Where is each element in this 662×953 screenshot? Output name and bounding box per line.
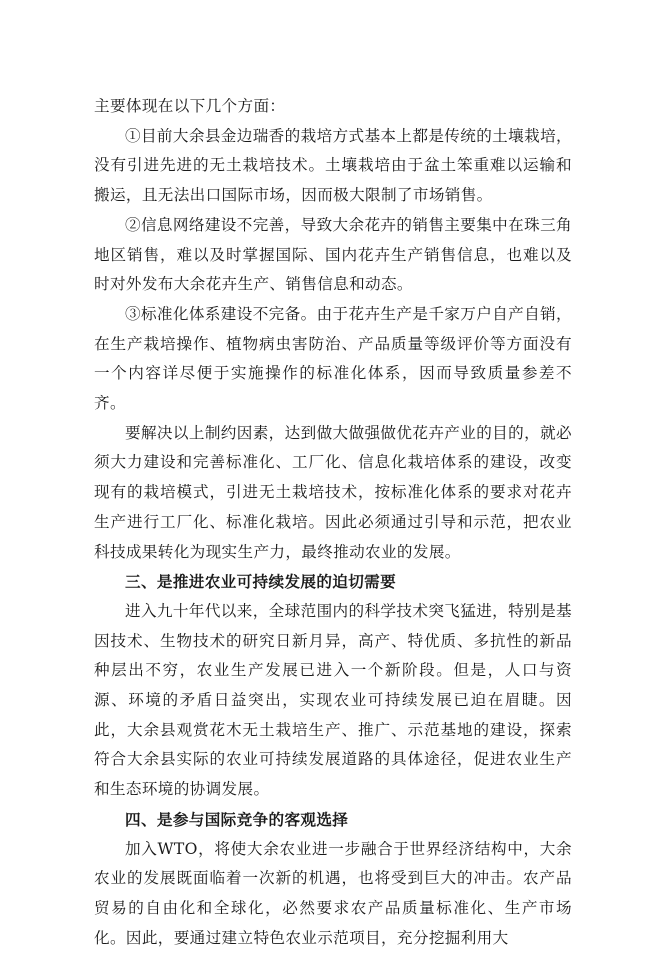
- point-1-paragraph: ①目前大余县金边瑞香的栽培方式基本上都是传统的土壤栽培，没有引进先进的无土栽培技术。土壤栽培由于盆土笨重难以运输和搬运，且无法出口国际市场，因而极大限制了市场销售。: [94, 126, 572, 205]
- section-4-heading: 四、是参与国际竞争的客观选择: [125, 809, 349, 829]
- section-3-paragraph: 进入九十年代以来，全球范围内的科学技术突飞猛进，特别是基因技术、生物技术的研究日新月异，高产、特优质、多抗性的新品种层出不穷，农业生产发展已进入一个新阶段。但是，人口与资源、环境的矛盾日益突出，实现农业可持续发展已迫在眉睫。因此，大余县观赏花木无土栽培生产、推广、示范基地的建设，探索符合大余县实际的农业可持续发展道路的具体途径，促进农业生产和生态环境的协调发展。: [94, 601, 572, 799]
- conclusion-paragraph: 要解决以上制约因素，达到做大做强做优花卉产业的目的，就必须大力建设和完善标准化、工厂化、信息化栽培体系的建设，改变现有的栽培模式，引进无土栽培技术，按标准化体系的要求对花卉生产进行工厂化、标准化栽培。因此必须通过引导和示范，把农业科技成果转化为现实生产力，最终推动农业的发展。: [94, 423, 572, 561]
- section-4-paragraph: 加入WTO，将使大余农业进一步融合于世界经济结构中，大余农业的发展既面临着一次新的机遇，也将受到巨大的冲击。农产品贸易的自由化和全球化，必然要求农产品质量标准化、生产市场化。因此，要通过建立特色农业示范项目，充分挖掘利用大: [94, 839, 572, 947]
- point-2-paragraph: ②信息网络建设不完善，导致大余花卉的销售主要集中在珠三角地区销售，难以及时掌握国际、国内花卉生产销售信息，也难以及时对外发布大余花卉生产、销售信息和动态。: [94, 215, 572, 294]
- point-3-paragraph: ③标准化体系建设不完备。由于花卉生产是千家万户自产自销，在生产栽培操作、植物病虫害防治、产品质量等级评价等方面没有一个内容详尽便于实施操作的标准化体系，因而导致质量参差不齐。: [94, 304, 572, 413]
- section-3-heading: 三、是推进农业可持续发展的迫切需要: [125, 572, 397, 592]
- intro-paragraph: 主要体现在以下几个方面：: [94, 97, 286, 115]
- document-body: [94, 92, 572, 953]
